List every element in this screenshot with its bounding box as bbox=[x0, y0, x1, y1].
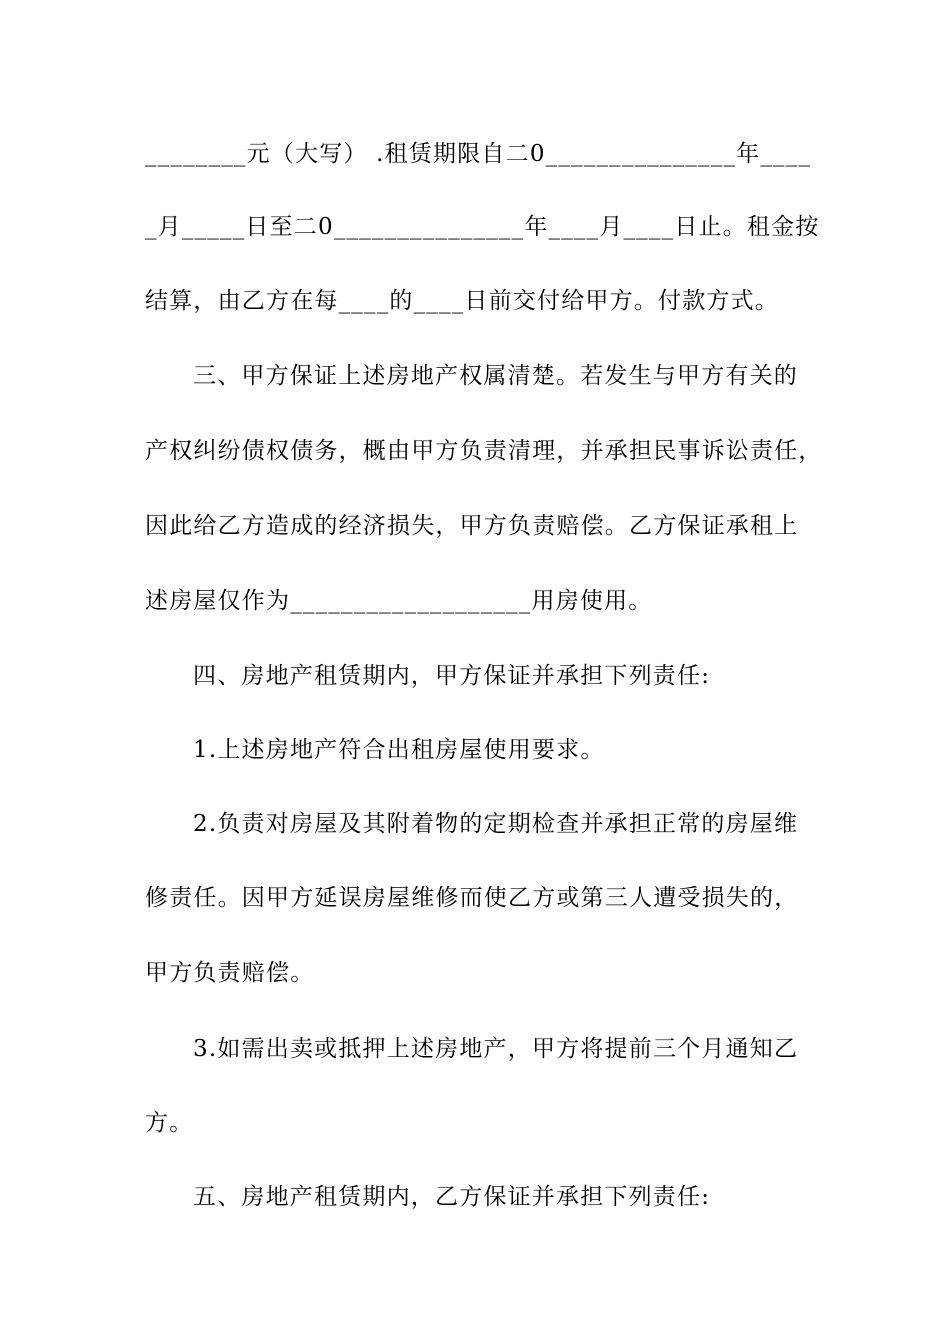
text-line: 结算，由乙方在每____的____日前交付给甲方。付款方式。 bbox=[145, 288, 779, 314]
text-line: ________元（大写） .租赁期限自二0_______________年____ bbox=[145, 141, 812, 167]
paragraph-heading-three: 三、甲方保证上述房地产权属清楚。若发生与甲方有关的 bbox=[193, 363, 798, 389]
text-line: 述房屋仅作为___________________用房使用。 bbox=[145, 588, 653, 614]
paragraph-heading-five: 五、房地产租赁期内，乙方保证并承担下列责任: bbox=[193, 1184, 711, 1210]
text-line: _月_____日至二0_______________年____月____日止。租金按 bbox=[145, 214, 820, 240]
text-line: 因此给乙方造成的经济损失，甲方负责赔偿。乙方保证承租上 bbox=[145, 513, 799, 539]
text-line: 方。 bbox=[145, 1110, 194, 1136]
list-item-2: 2.负责对房屋及其附着物的定期检查并承担正常的房屋维 bbox=[193, 811, 799, 837]
text-line: 修责任。因甲方延误房屋维修而使乙方或第三人遭受损失的， bbox=[145, 885, 799, 911]
text-line: 产权纠纷债权债务，概由甲方负责清理，并承担民事诉讼责任， bbox=[145, 438, 823, 464]
text-line: 甲方负责赔偿。 bbox=[145, 960, 315, 986]
list-item-3: 3.如需出卖或抵押上述房地产，甲方将提前三个月通知乙 bbox=[193, 1036, 799, 1062]
paragraph-heading-four: 四、房地产租赁期内，甲方保证并承担下列责任: bbox=[193, 663, 711, 689]
list-item-1: 1.上述房地产符合出租房屋使用要求。 bbox=[193, 737, 605, 763]
